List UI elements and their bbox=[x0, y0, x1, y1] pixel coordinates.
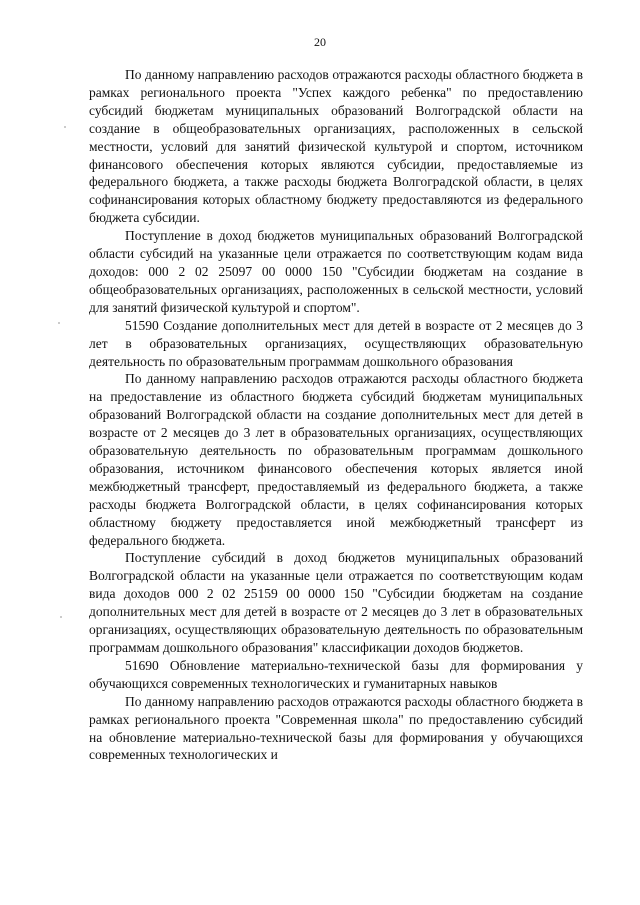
paragraph-1: По данному направлению расходов отражаются расходы областного бюджета в рамках регионального проекта "Успех каждого ребенка" по предоставлению субсидий бюджетам муниципальных образований Волгоградской области на создание в общеобразовательных организациях, расположенных в сельской местности, условий для занятий физической культурой и спортом, источником финансового обеспечения которых являются субсидии, предоставляемые из федерального бюджета, а также расходы бюджета Волгоградской области, в целях софинансирования которых областному бюджету предоставляются из федерального бюджета субсидии. bbox=[89, 67, 583, 226]
scan-speck bbox=[60, 616, 62, 618]
scan-speck bbox=[64, 126, 66, 128]
paragraph-2: Поступление в доход бюджетов муниципальных образований Волгоградской области субсидий на указанные цели отражается по соответствующим кодам вида доходов: 000 2 02 25097 00 0000 150 "Субсидии бюджетам на создание в общеобразовательных организациях, расположенных в сельской местности, условий для занятий физической культурой и спортом". bbox=[89, 228, 583, 315]
paragraph-4: По данному направлению расходов отражаются расходы областного бюджета на предоставление из областного бюджета субсидий бюджетам муниципальных образований Волгоградской области на создание дополнительных мест для детей в возрасте от 2 месяцев до 3 лет в образовательных организациях, осуществляющих образовательную деятельность по образовательным программам дошкольного образования, источником финансового обеспечения которых является иной межбюджетный трансферт, предоставляемый из федерального бюджета, а также расходы бюджета Волгоградской области, в целях софинансирования которых областному бюджету предоставляется иной межбюджетный трансферт из федерального бюджета. bbox=[89, 371, 583, 548]
paragraph-5: Поступление субсидий в доход бюджетов муниципальных образований Волгоградской области на указанные цели отражается по соответствующим кодам вида доходов 000 2 02 25159 00 0000 150 "Субсидии бюджетам на создание дополнительных мест для детей в возрасте от 2 месяцев до 3 лет в образовательных организациях, осуществляющих образовательную деятельность по образовательным программам дошкольного образования" классификации доходов бюджетов. bbox=[89, 550, 583, 655]
section-heading-51590: 51590 Создание дополнительных мест для детей в возрасте от 2 месяцев до 3 лет в образовательных организациях, осуществляющих образовательную деятельность по образовательным программам дошкольного образования bbox=[89, 317, 583, 369]
page-number: 20 bbox=[314, 35, 326, 49]
paragraph-7: По данному направлению расходов отражаются расходы областного бюджета в рамках регионального проекта "Современная школа" по предоставлению субсидий на обновление материально-технической базы для формирования у обучающихся современных технологических и bbox=[89, 693, 583, 763]
scan-speck bbox=[58, 322, 60, 324]
document-body bbox=[89, 66, 583, 764]
section-heading-51690: 51690 Обновление материально-технической базы для формирования у обучающихся современных технологических и гуманитарных навыков bbox=[89, 657, 583, 691]
